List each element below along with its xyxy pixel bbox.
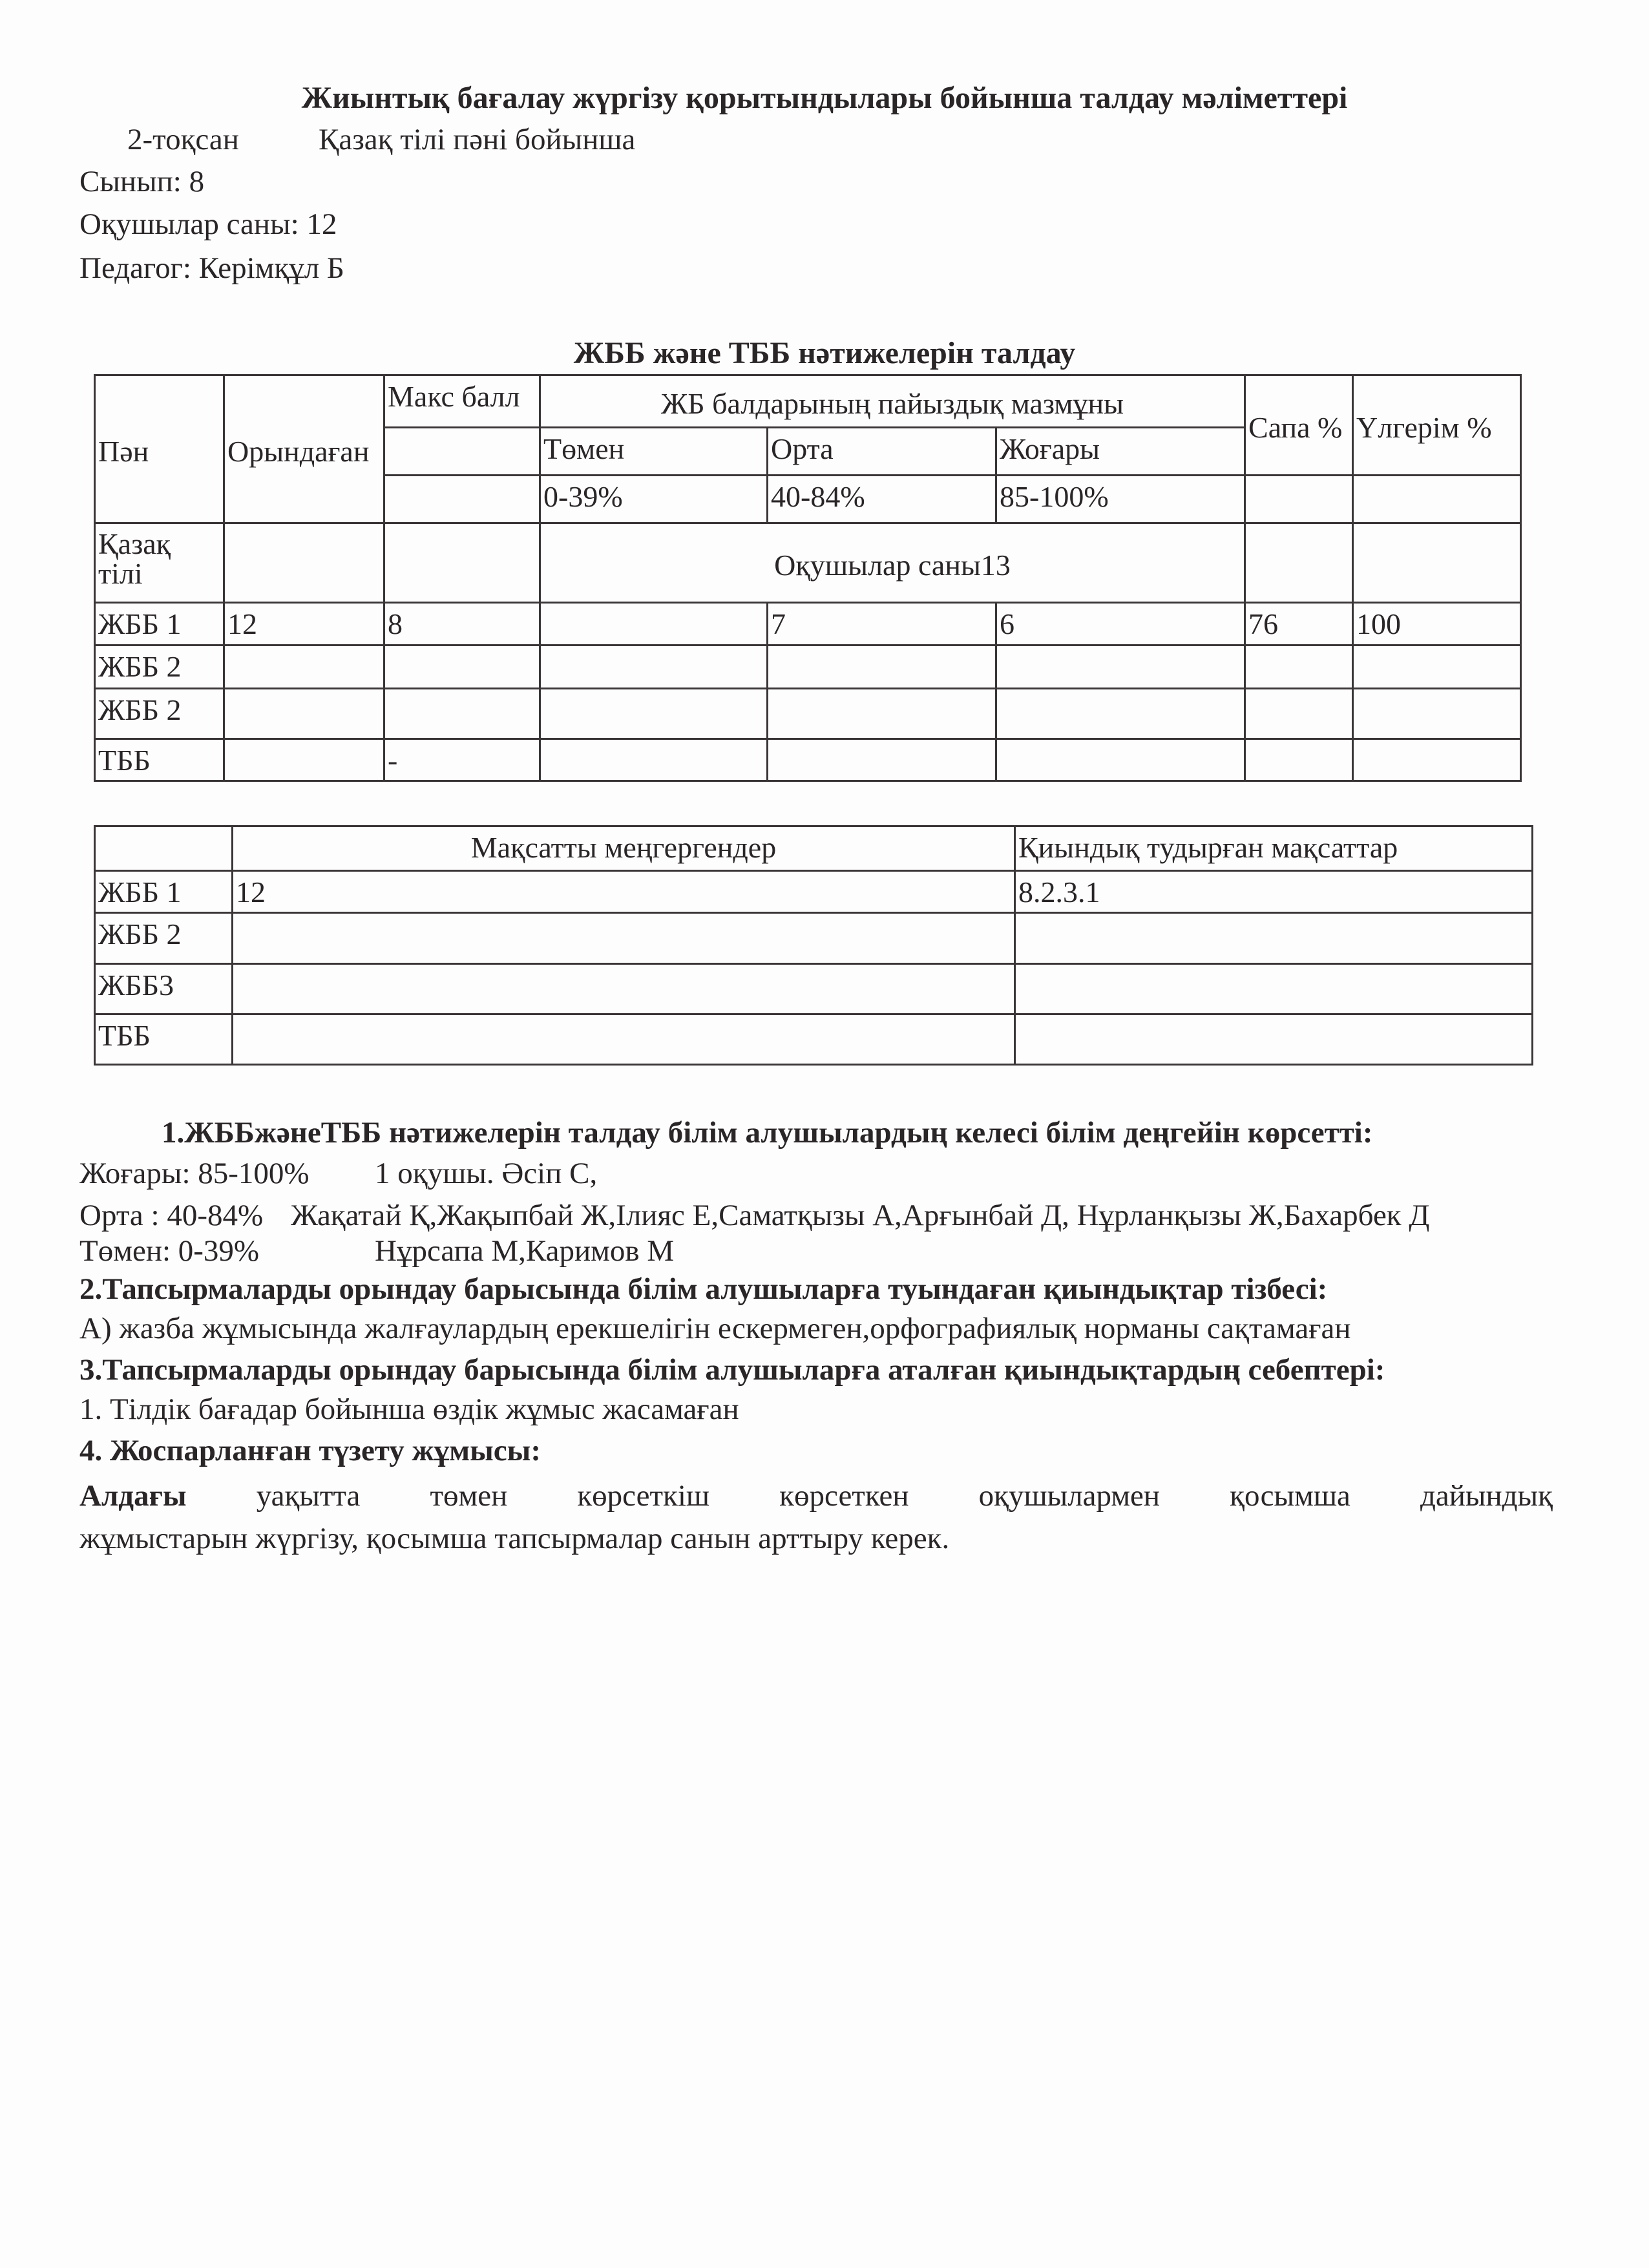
low-cell [540, 646, 768, 689]
header-mastered: Мақсатты меңгергендер [233, 826, 1015, 871]
level-low-label: Төмен: 0-39% [79, 1234, 260, 1268]
row-name: ЖББ 1 [95, 871, 233, 913]
header-difficult: Қиындық тудырған мақсаттар [1015, 826, 1533, 871]
mastered-cell: 12 [233, 871, 1015, 913]
medium-cell [768, 739, 996, 781]
section3-heading: 3.Тапсырмаларды орындау барысында білім алушыларға аталған қиындықтардың себептері: [79, 1353, 1385, 1387]
section4-paragraph-line2: жұмыстарын жүргізу, қосымша тапсырмалар санын арттыру керек. [79, 1522, 950, 1555]
completed-cell [224, 689, 384, 739]
high-cell [996, 739, 1245, 781]
progress-cell: 100 [1353, 603, 1521, 646]
mastered-cell [233, 1014, 1015, 1065]
quality-cell [1245, 646, 1353, 689]
medium-cell: 7 [768, 603, 996, 646]
header-subject: Пән [95, 375, 224, 523]
table-row [95, 1014, 1533, 1065]
level-low-students: Нұрсапа М,Каримов М [375, 1234, 675, 1268]
level-medium-label: Орта : 40-84% [79, 1199, 264, 1232]
word: көрсеткіш [577, 1479, 710, 1513]
section4-first-word: Алдағы [79, 1479, 187, 1513]
empty-cell [1245, 523, 1353, 603]
table-row [95, 964, 1533, 1014]
header-medium-range: 40-84% [768, 476, 996, 523]
progress-cell [1353, 689, 1521, 739]
section4-heading: 4. Жоспарланған түзету жұмысы: [79, 1434, 541, 1467]
word: қосымша [1230, 1479, 1350, 1513]
header-medium: Орта [768, 428, 996, 476]
students-count-label: Оқушылар саны: 12 [79, 207, 337, 241]
row-name: ЖББ 2 [95, 913, 233, 964]
section2-item: А) жазба жұмысында жалғаулардың ерекшелігін ескермеген,орфографиялық норманы сақтамаған [79, 1312, 1351, 1345]
medium-cell [768, 689, 996, 739]
section2-heading: 2.Тапсырмаларды орындау барысында білім алушыларға туындаған қиындықтар тізбесі: [79, 1272, 1328, 1306]
table-row [95, 871, 1533, 913]
row-name: ЖББ 2 [95, 646, 224, 689]
empty-cell [95, 826, 233, 871]
difficult-cell [1015, 964, 1533, 1014]
header-completed: Орындаған [224, 375, 384, 523]
section4-paragraph-line1 [79, 1478, 1553, 1513]
max-score-cell [384, 689, 540, 739]
teacher-label: Педагог: Керімқұл Б [79, 251, 344, 285]
high-cell: 6 [996, 603, 1245, 646]
class-label: Сынып: 8 [79, 165, 205, 198]
empty-cell [1353, 523, 1521, 603]
empty-cell [224, 523, 384, 603]
difficult-cell [1015, 913, 1533, 964]
level-high-students: 1 оқушы. Әсіп С, [375, 1157, 598, 1190]
difficult-cell: 8.2.3.1 [1015, 871, 1533, 913]
document-title: Жиынтық бағалау жүргізу қорытындылары бойынша талдау мәліметтері [301, 81, 1348, 115]
header-percent-content: ЖБ балдарының пайыздық мазмұны [540, 375, 1245, 428]
max-score-cell: 8 [384, 603, 540, 646]
table-row [95, 739, 1521, 781]
table-row [95, 646, 1521, 689]
quality-cell [1245, 689, 1353, 739]
header-low: Төмен [540, 428, 768, 476]
word: төмен [430, 1479, 508, 1513]
empty-cell [384, 476, 540, 523]
progress-cell [1353, 646, 1521, 689]
quarter-label: 2-тоқсан [127, 123, 239, 156]
low-cell [540, 689, 768, 739]
row-name: ТББ [95, 1014, 233, 1065]
row-name: ТББ [95, 739, 224, 781]
progress-cell [1353, 739, 1521, 781]
mastered-cell [233, 913, 1015, 964]
quality-cell: 76 [1245, 603, 1353, 646]
row-name: ЖББ 1 [95, 603, 224, 646]
empty-cell [384, 523, 540, 603]
low-cell [540, 603, 768, 646]
table-row [95, 913, 1533, 964]
high-cell [996, 689, 1245, 739]
header-high-range: 85-100% [996, 476, 1245, 523]
header-quality: Сапа % [1245, 375, 1353, 476]
subject-name-cell: Қазақ тілі [95, 523, 224, 603]
students-count-cell: Оқушылар саны13 [540, 523, 1245, 603]
section3-item: 1. Тілдік бағадар бойынша өздік жұмыс жасамаған [79, 1392, 739, 1426]
mastered-cell [233, 964, 1015, 1014]
empty-cell [384, 428, 540, 476]
max-score-cell: - [384, 739, 540, 781]
high-cell [996, 646, 1245, 689]
results-table [94, 374, 1522, 782]
difficult-cell [1015, 1014, 1533, 1065]
objectives-table [94, 825, 1533, 1066]
max-score-cell [384, 646, 540, 689]
medium-cell [768, 646, 996, 689]
level-medium-students: Жақатай Қ,Жақыпбай Ж,Ілияс Е,Саматқызы А,Арғынбай Д, Нұрланқызы Ж,Бахарбек Д [291, 1199, 1430, 1232]
header-progress: Үлгерім % [1353, 375, 1521, 476]
subject-label: Қазақ тілі пәні бойынша [319, 123, 636, 156]
completed-cell [224, 739, 384, 781]
word: дайындық [1420, 1479, 1553, 1513]
empty-cell [1245, 476, 1353, 523]
level-high-label: Жоғары: 85-100% [79, 1157, 310, 1190]
quality-cell [1245, 739, 1353, 781]
table-row [95, 689, 1521, 739]
word: уақытта [256, 1479, 361, 1513]
low-cell [540, 739, 768, 781]
completed-cell: 12 [224, 603, 384, 646]
header-max-score: Макс балл [384, 375, 540, 428]
word: оқушылармен [978, 1479, 1161, 1513]
row-name: ЖББ 2 [95, 689, 224, 739]
completed-cell [224, 646, 384, 689]
empty-cell [1353, 476, 1521, 523]
section1-heading: 1.ЖББжәнеТББ нәтижелерін талдау білім алушылардың келесі білім деңгейін көрсетті: [162, 1116, 1373, 1150]
row-name: ЖББ3 [95, 964, 233, 1014]
header-high: Жоғары [996, 428, 1245, 476]
header-low-range: 0-39% [540, 476, 768, 523]
word: көрсеткен [779, 1479, 909, 1513]
table-row [95, 603, 1521, 646]
results-table-title: ЖББ және ТББ нәтижелерін талдау [573, 336, 1076, 370]
